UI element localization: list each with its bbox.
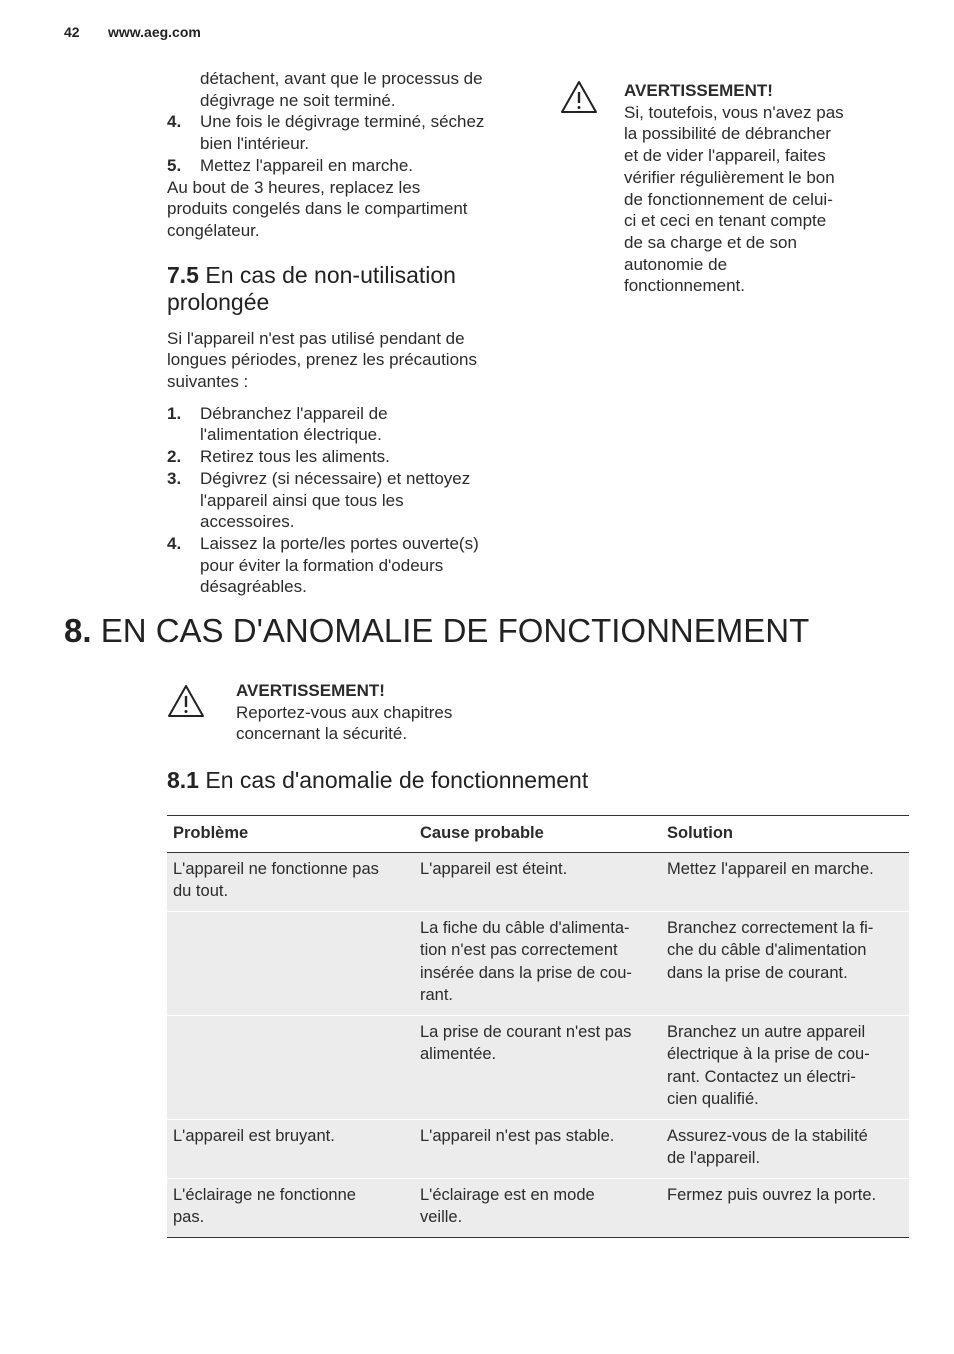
column-header: Cause probable [414,816,661,853]
problem-cell: L'éclairage ne fonctionne pas. [167,1178,414,1237]
page-number: 42 [64,24,80,40]
warning-title: AVERTISSEMENT! [236,681,385,700]
table-row [167,911,909,1015]
section-7-5-intro: Si l'appareil n'est pas utilisé pendant de longues périodes, prenez les précautions suivantes : [167,328,477,392]
section-8-1-heading: 8.1 En cas d'anomalie de fonctionnement [167,767,589,793]
chapter-8-warning [167,680,667,745]
column-header: Problème [167,816,414,853]
left-column [167,68,527,598]
step-item: 3. Dégivrez (si nécessaire) et nettoyez l'appareil ainsi que tous les accessoires. [167,468,471,532]
table-row [167,1015,909,1119]
column-header: Solution [661,816,909,853]
solution-cell: Assurez-vous de la stabilité de l'appareil. [661,1119,909,1178]
solution-cell: Branchez correctement la fi- che du câble d'alimentation dans la prise de courant. [661,911,909,1015]
step-item: 5. Mettez l'appareil en marche. [167,155,414,175]
cause-cell: L'appareil n'est pas stable. [414,1119,661,1178]
section-7-5-heading: 7.5 En cas de non-utilisation prolongée [167,261,456,315]
warning-title: AVERTISSEMENT! [624,81,773,100]
cause-cell: La fiche du câble d'alimenta- tion n'est pas correctement insérée dans la prise de cou- rant. [414,911,661,1015]
solution-cell: Fermez puis ouvrez la porte. [661,1178,909,1237]
warning-triangle-icon [560,80,624,297]
step-item: 2. Retirez tous les aliments. [167,447,390,467]
continued-text: détachent, avant que le processus de dégivrage ne soit terminé. [200,69,483,110]
cause-cell: L'appareil est éteint. [414,852,661,911]
table-row [167,852,909,911]
troubleshooting-table [167,815,909,1238]
problem-cell: L'appareil est bruyant. [167,1119,414,1178]
right-column [560,80,880,297]
step-item: 4. Une fois le dégivrage terminé, séchez bien l'intérieur. [167,112,485,154]
step-item: 4. Laissez la porte/les portes ouverte(s) pour éviter la formation d'odeurs désagréables. [167,533,479,597]
chapter-8-heading: 8. EN CAS D'ANOMALIE DE FONCTIONNEMENT [64,612,810,649]
problem-cell [167,1015,414,1119]
solution-cell: Mettez l'appareil en marche. [661,852,909,911]
after-defrost-text: Au bout de 3 heures, replacez les produits congelés dans le compartiment congélateur. [167,177,468,240]
problem-cell: L'appareil ne fonctionne pas du tout. [167,852,414,911]
table-header-row [167,816,909,853]
table-row [167,1119,909,1178]
page-header [64,24,201,40]
cause-cell: La prise de courant n'est pas alimentée. [414,1015,661,1119]
table-row [167,1178,909,1237]
warning-box [560,80,880,297]
cause-cell: L'éclairage est en mode veille. [414,1178,661,1237]
solution-cell: Branchez un autre appareil électrique à la prise de cou- rant. Contactez un électri- cien qualifié. [661,1015,909,1119]
warning-triangle-icon [167,680,236,745]
warning-text: Si, toutefois, vous n'avez pas la possibilité de débrancher et de vider l'appareil, faites vérifier régulièrement le bon de fonctionnement de celui- ci et ceci en tenant compte de sa charge et de son autonomie de fonctionnement. [624,102,844,296]
step-item: 1. Débranchez l'appareil de l'alimentation électrique. [167,403,388,445]
problem-cell [167,911,414,1015]
website-link[interactable]: www.aeg.com [108,24,201,40]
warning-text: Reportez-vous aux chapitres concernant la sécurité. [236,702,453,744]
